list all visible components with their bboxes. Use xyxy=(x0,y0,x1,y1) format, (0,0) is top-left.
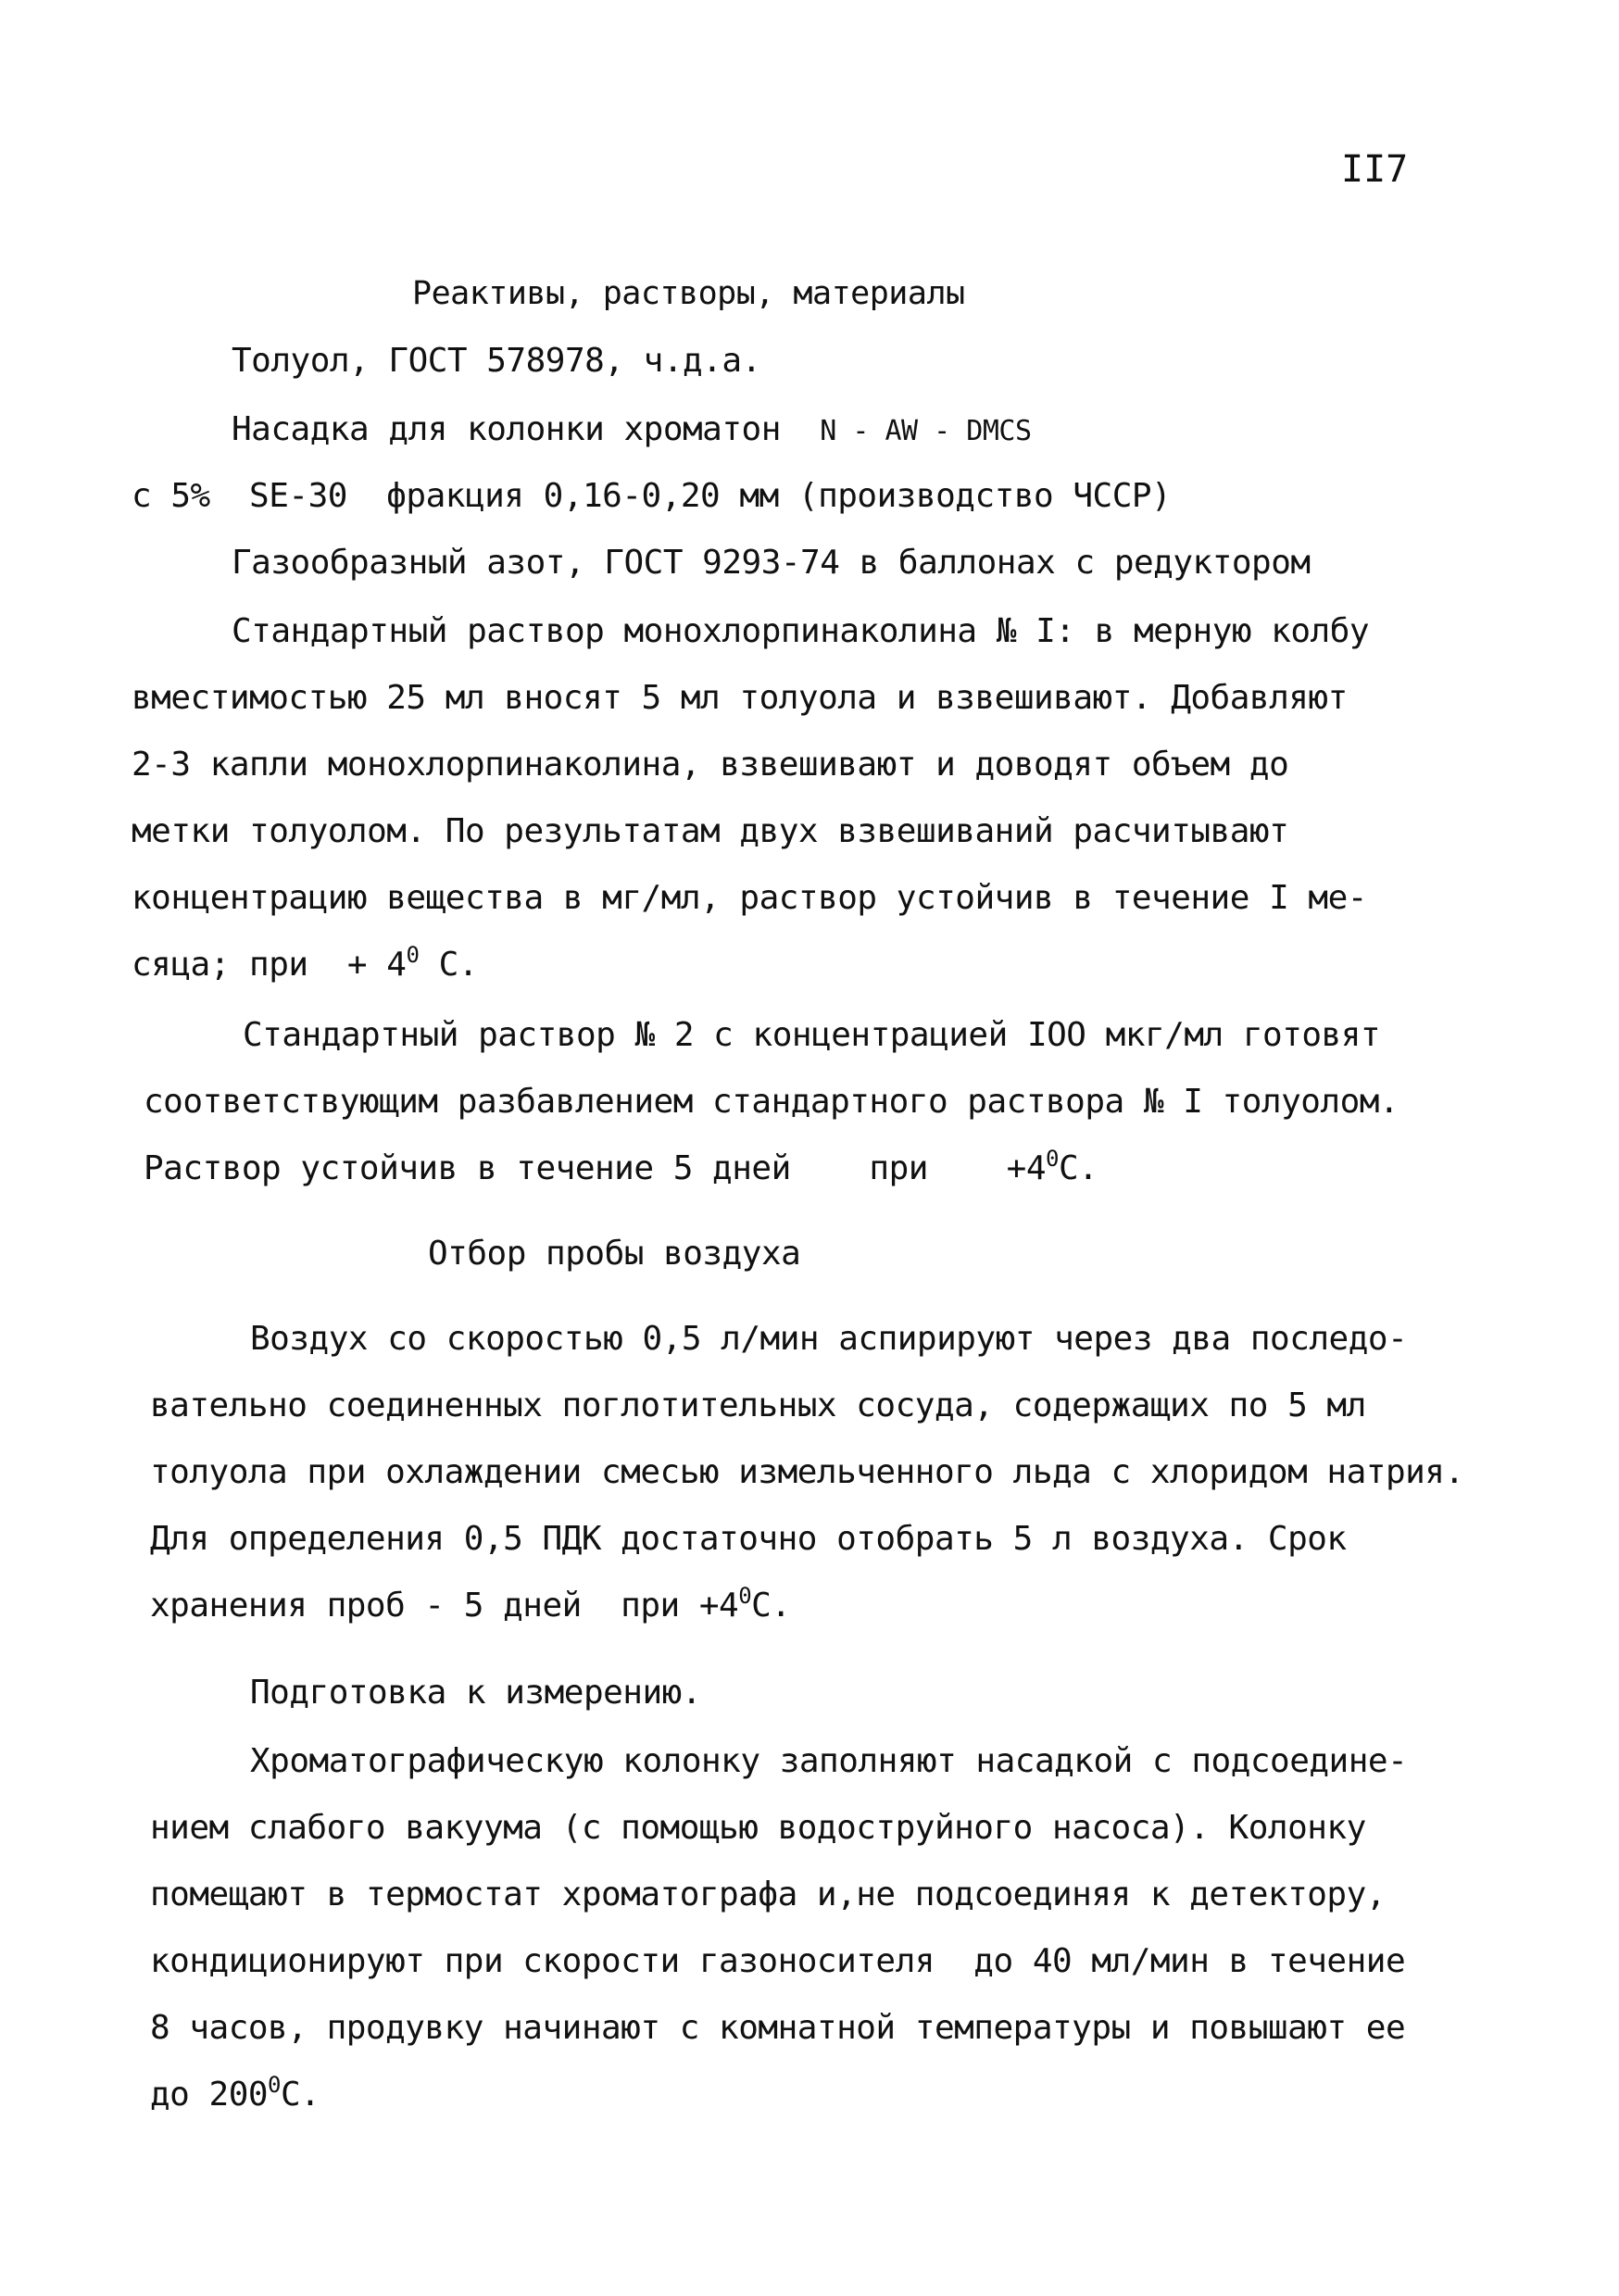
std1-last-line xyxy=(132,942,478,984)
sampling-line: толуола при охлаждении смесью измельченного льда с хлоридом натрия. xyxy=(150,1453,1464,1491)
sampling-line: Воздух со скоростью 0,5 л/мин аспирируют через два последо- xyxy=(250,1320,1408,1358)
std2-last-text: Раствор устойчив в течение 5 дней при +4 xyxy=(144,1149,1046,1187)
std1-last-text: сяца; при + 4 xyxy=(132,946,407,984)
preparation-last-line xyxy=(150,2072,320,2114)
degree-sign: 0 xyxy=(738,1583,752,1609)
sampling-line: вательно соединенных поглотительных сосуда, содержащих по 5 мл xyxy=(150,1386,1366,1424)
std2-line: соответствующим разбавлением стандартного раствора № I толуолом. xyxy=(144,1083,1399,1121)
section-heading-reagents: Реактивы, растворы, материалы xyxy=(412,275,965,312)
degree-sign: 0 xyxy=(406,942,420,968)
toluene-line: Толуол, ГОСТ 578978, ч.д.а. xyxy=(232,342,761,380)
packing-line-2: с 5% SE-30 фракция 0,16-0,20 мм (производство ЧССР) xyxy=(132,477,1172,515)
sampling-last-tail: С. xyxy=(751,1587,791,1625)
std1-line: 2-3 капли монохлорпинаколина, взвешивают и доводят объем до xyxy=(132,746,1289,784)
preparation-line: помещают в термостат хроматографа и,не подсоединяя к детектору, xyxy=(150,1876,1386,1913)
degree-sign: 0 xyxy=(268,2072,281,2098)
degree-sign: 0 xyxy=(1046,1146,1059,1172)
packing-text: Насадка для колонки хроматон xyxy=(232,410,781,448)
std1-line: метки толуолом. По результатам двух взвешиваний расчитывают xyxy=(132,812,1289,850)
std1-line: концентрацию вещества в мг/мл, раствор устойчив в течение I ме- xyxy=(132,879,1367,917)
sampling-line: Для определения 0,5 ПДК достаточно отобрать 5 л воздуха. Срок xyxy=(150,1520,1347,1558)
std1-last-tail: С. xyxy=(419,946,478,984)
nitrogen-line: Газообразный азот, ГОСТ 9293-74 в баллонах с редуктором xyxy=(232,544,1311,582)
page-number: II7 xyxy=(1341,148,1409,191)
std1-line: вместимостью 25 мл вносят 5 мл толуола и взвешивают. Добавляют xyxy=(132,679,1348,717)
std2-line: Стандартный раствор № 2 с концентрацией IOO мкг/мл готовят xyxy=(243,1016,1381,1054)
preparation-last-tail: С. xyxy=(281,2076,320,2114)
preparation-line: нием слабого вакуума (с помощью водоструйного насоса). Колонку xyxy=(150,1809,1366,1847)
sampling-last-line xyxy=(150,1583,791,1625)
preparation-line: Хроматографическую колонку заполняют насадкой с подсоедине- xyxy=(250,1742,1408,1780)
std2-last-tail: С. xyxy=(1058,1149,1098,1187)
packing-line-1 xyxy=(232,410,1032,448)
preparation-line: кондиционируют при скорости газоносителя до 40 мл/мин в течение xyxy=(150,1942,1406,1980)
preparation-last-text: до 200 xyxy=(150,2076,269,2114)
packing-code: N - AW - DMCS xyxy=(820,415,1032,447)
std1-line: Стандартный раствор монохлорпинаколина № I: в мерную колбу xyxy=(232,612,1370,650)
section-heading-preparation: Подготовка к измерению. xyxy=(250,1674,701,1712)
sampling-last-text: хранения проб - 5 дней при +4 xyxy=(150,1587,739,1625)
std2-last-line xyxy=(144,1146,1098,1187)
section-heading-sampling: Отбор пробы воздуха xyxy=(428,1235,801,1273)
preparation-line: 8 часов, продувку начинают с комнатной температуры и повышают ее xyxy=(150,2009,1406,2047)
